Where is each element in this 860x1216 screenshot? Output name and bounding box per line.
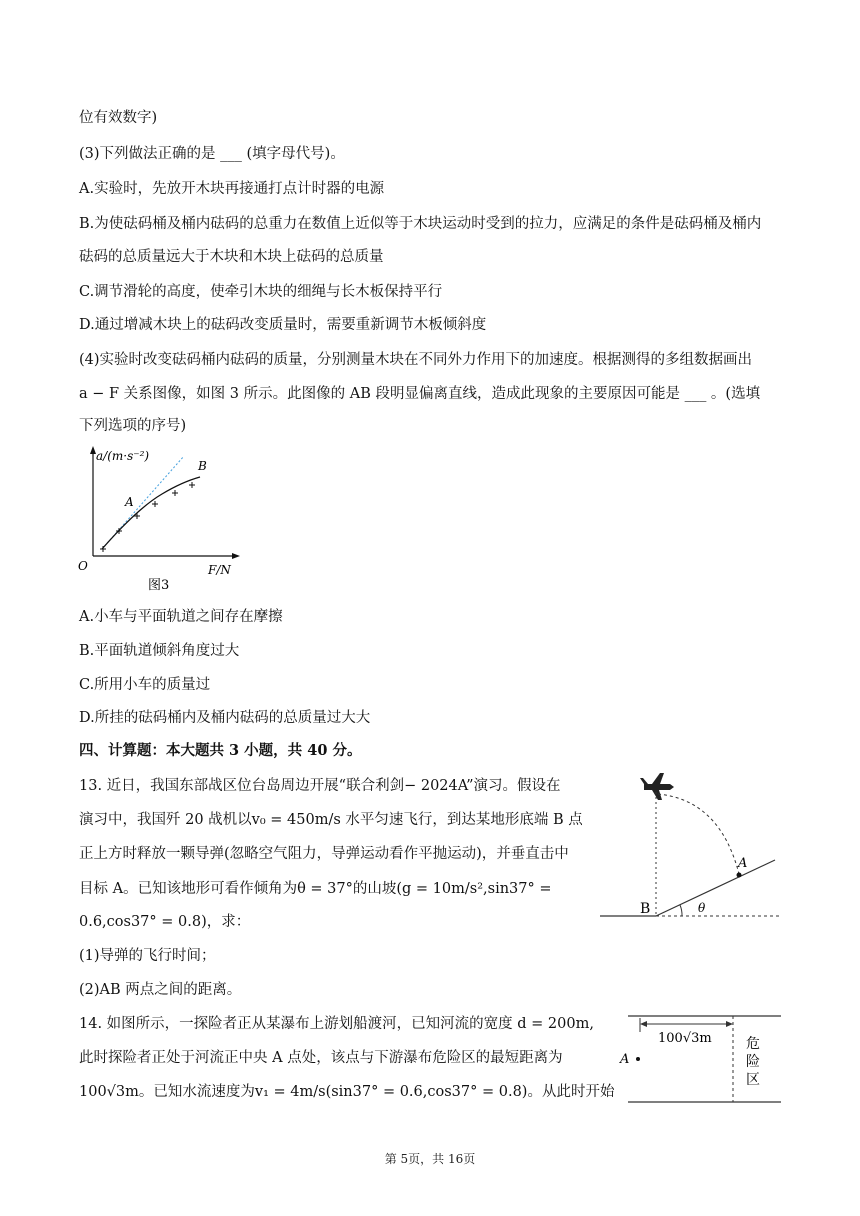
distance-label: 100√3m — [658, 1031, 712, 1046]
figure-14-river — [618, 1010, 784, 1108]
arrowhead-right — [726, 1021, 733, 1027]
option-4c: C.所用小车的质量过 — [79, 677, 211, 693]
option-3b: B.为使砝码桶及桶内砝码的总重力在数值上近似等于木块运动时受到的拉力，应满足的条件是砝码桶及桶内 — [79, 216, 762, 232]
section-heading: 四、计算题：本大题共 3 小题，共 40 分。 — [79, 742, 362, 759]
question-13-stem: 13. 近日，我国东部战区位台岛周边开展“联合利剑− 2024A”演习。假设在 — [79, 778, 561, 794]
figure-13-slope — [600, 770, 785, 922]
option-3c: C.调节滑轮的高度，使牵引木块的细绳与长木板保持平行 — [79, 284, 443, 300]
figure-caption: 图3 — [148, 578, 170, 593]
question-4-stem: (4)实验时改变砝码桶内砝码的质量，分别测量木块在不同外力作用下的加速度。根据测得的多组数据画出 — [79, 352, 753, 368]
option-4b: B.平面轨道倾斜角度过大 — [79, 643, 240, 659]
x-axis-arrow — [232, 553, 240, 559]
question-13-stem-3: 正上方时释放一颗导弹(忽略空气阻力，导弹运动看作平抛运动)，并垂直击中 — [79, 846, 569, 862]
point-b-label: B — [198, 459, 207, 473]
x-axis-label: F/N — [208, 563, 231, 577]
data-curve — [102, 477, 200, 549]
point-a-dot — [636, 1057, 640, 1061]
text-line: 位有效数字) — [79, 110, 158, 126]
question-13-part-1: (1)导弹的飞行时间； — [79, 948, 216, 964]
origin-label: O — [78, 559, 88, 573]
data-points — [100, 482, 195, 552]
question-14-stem-3: 100√3m。已知水流速度为v₁ = 4m/s(sin37° = 0.6,cos37° = 0.8)。从此时开始 — [79, 1084, 615, 1100]
y-axis-label: a/(m·s⁻²) — [96, 449, 150, 463]
question-13-stem-5: 0.6,cos37° = 0.8)，求： — [79, 914, 251, 930]
option-3d: D.通过增减木块上的砝码改变质量时，需要重新调节木板倾斜度 — [79, 317, 487, 333]
option-3a: A.实验时，先放开木块再接通打点计时器的电源 — [79, 181, 385, 197]
option-4a: A.小车与平面轨道之间存在摩擦 — [79, 609, 283, 625]
target-dot — [737, 873, 742, 878]
question-13-stem-2: 演习中，我国歼 20 战机以v₀ = 450m/s 水平匀速飞行，到达某地形底端 B 点 — [79, 812, 583, 828]
question-13-part-2: (2)AB 两点之间的距离。 — [79, 982, 242, 998]
danger-zone-char-2: 险 — [746, 1054, 760, 1070]
question-14-stem-2: 此时探险者正处于河流正中央 A 点处，该点与下游瀑布危险区的最短距离为 — [79, 1050, 563, 1066]
question-14-stem: 14. 如图所示，一探险者正从某瀑布上游划船渡河，已知河流的宽度 d = 200m, — [79, 1016, 594, 1032]
arrowhead-left — [640, 1021, 647, 1027]
point-a-label: A — [620, 1052, 630, 1067]
danger-zone-char-3: 区 — [746, 1072, 760, 1088]
figure-3-graph — [78, 446, 248, 596]
question-13-stem-4: 目标 A。已知该地形可看作倾角为θ = 37°的山坡(g = 10m/s²,sin37° = — [79, 881, 552, 897]
point-a-label: A — [125, 495, 134, 509]
slope-line — [656, 860, 775, 916]
question-4-stem-end: 下列选项的序号) — [79, 418, 187, 434]
option-3b-cont: 砝码的总质量远大于木块和木块上砝码的总质量 — [79, 249, 384, 265]
airplane-icon — [640, 773, 674, 800]
angle-arc — [680, 905, 682, 916]
point-a-label: A — [738, 856, 748, 871]
missile-path — [658, 794, 739, 874]
page-footer: 第 5页，共 16页 — [384, 1152, 476, 1166]
point-b-label: B — [640, 901, 651, 917]
option-4d: D.所挂的砝码桶内及桶内砝码的总质量过大大 — [79, 710, 371, 726]
question-4-stem-cont: a − F 关系图像，如图 3 所示。此图像的 AB 段明显偏离直线，造成此现象的主要原因可能是 ___ 。(选填 — [79, 386, 761, 402]
angle-label: θ — [698, 901, 706, 915]
danger-zone-char-1: 危 — [746, 1036, 760, 1052]
question-3-stem: (3)下列做法正确的是 ___ (填字母代号)。 — [79, 146, 345, 162]
